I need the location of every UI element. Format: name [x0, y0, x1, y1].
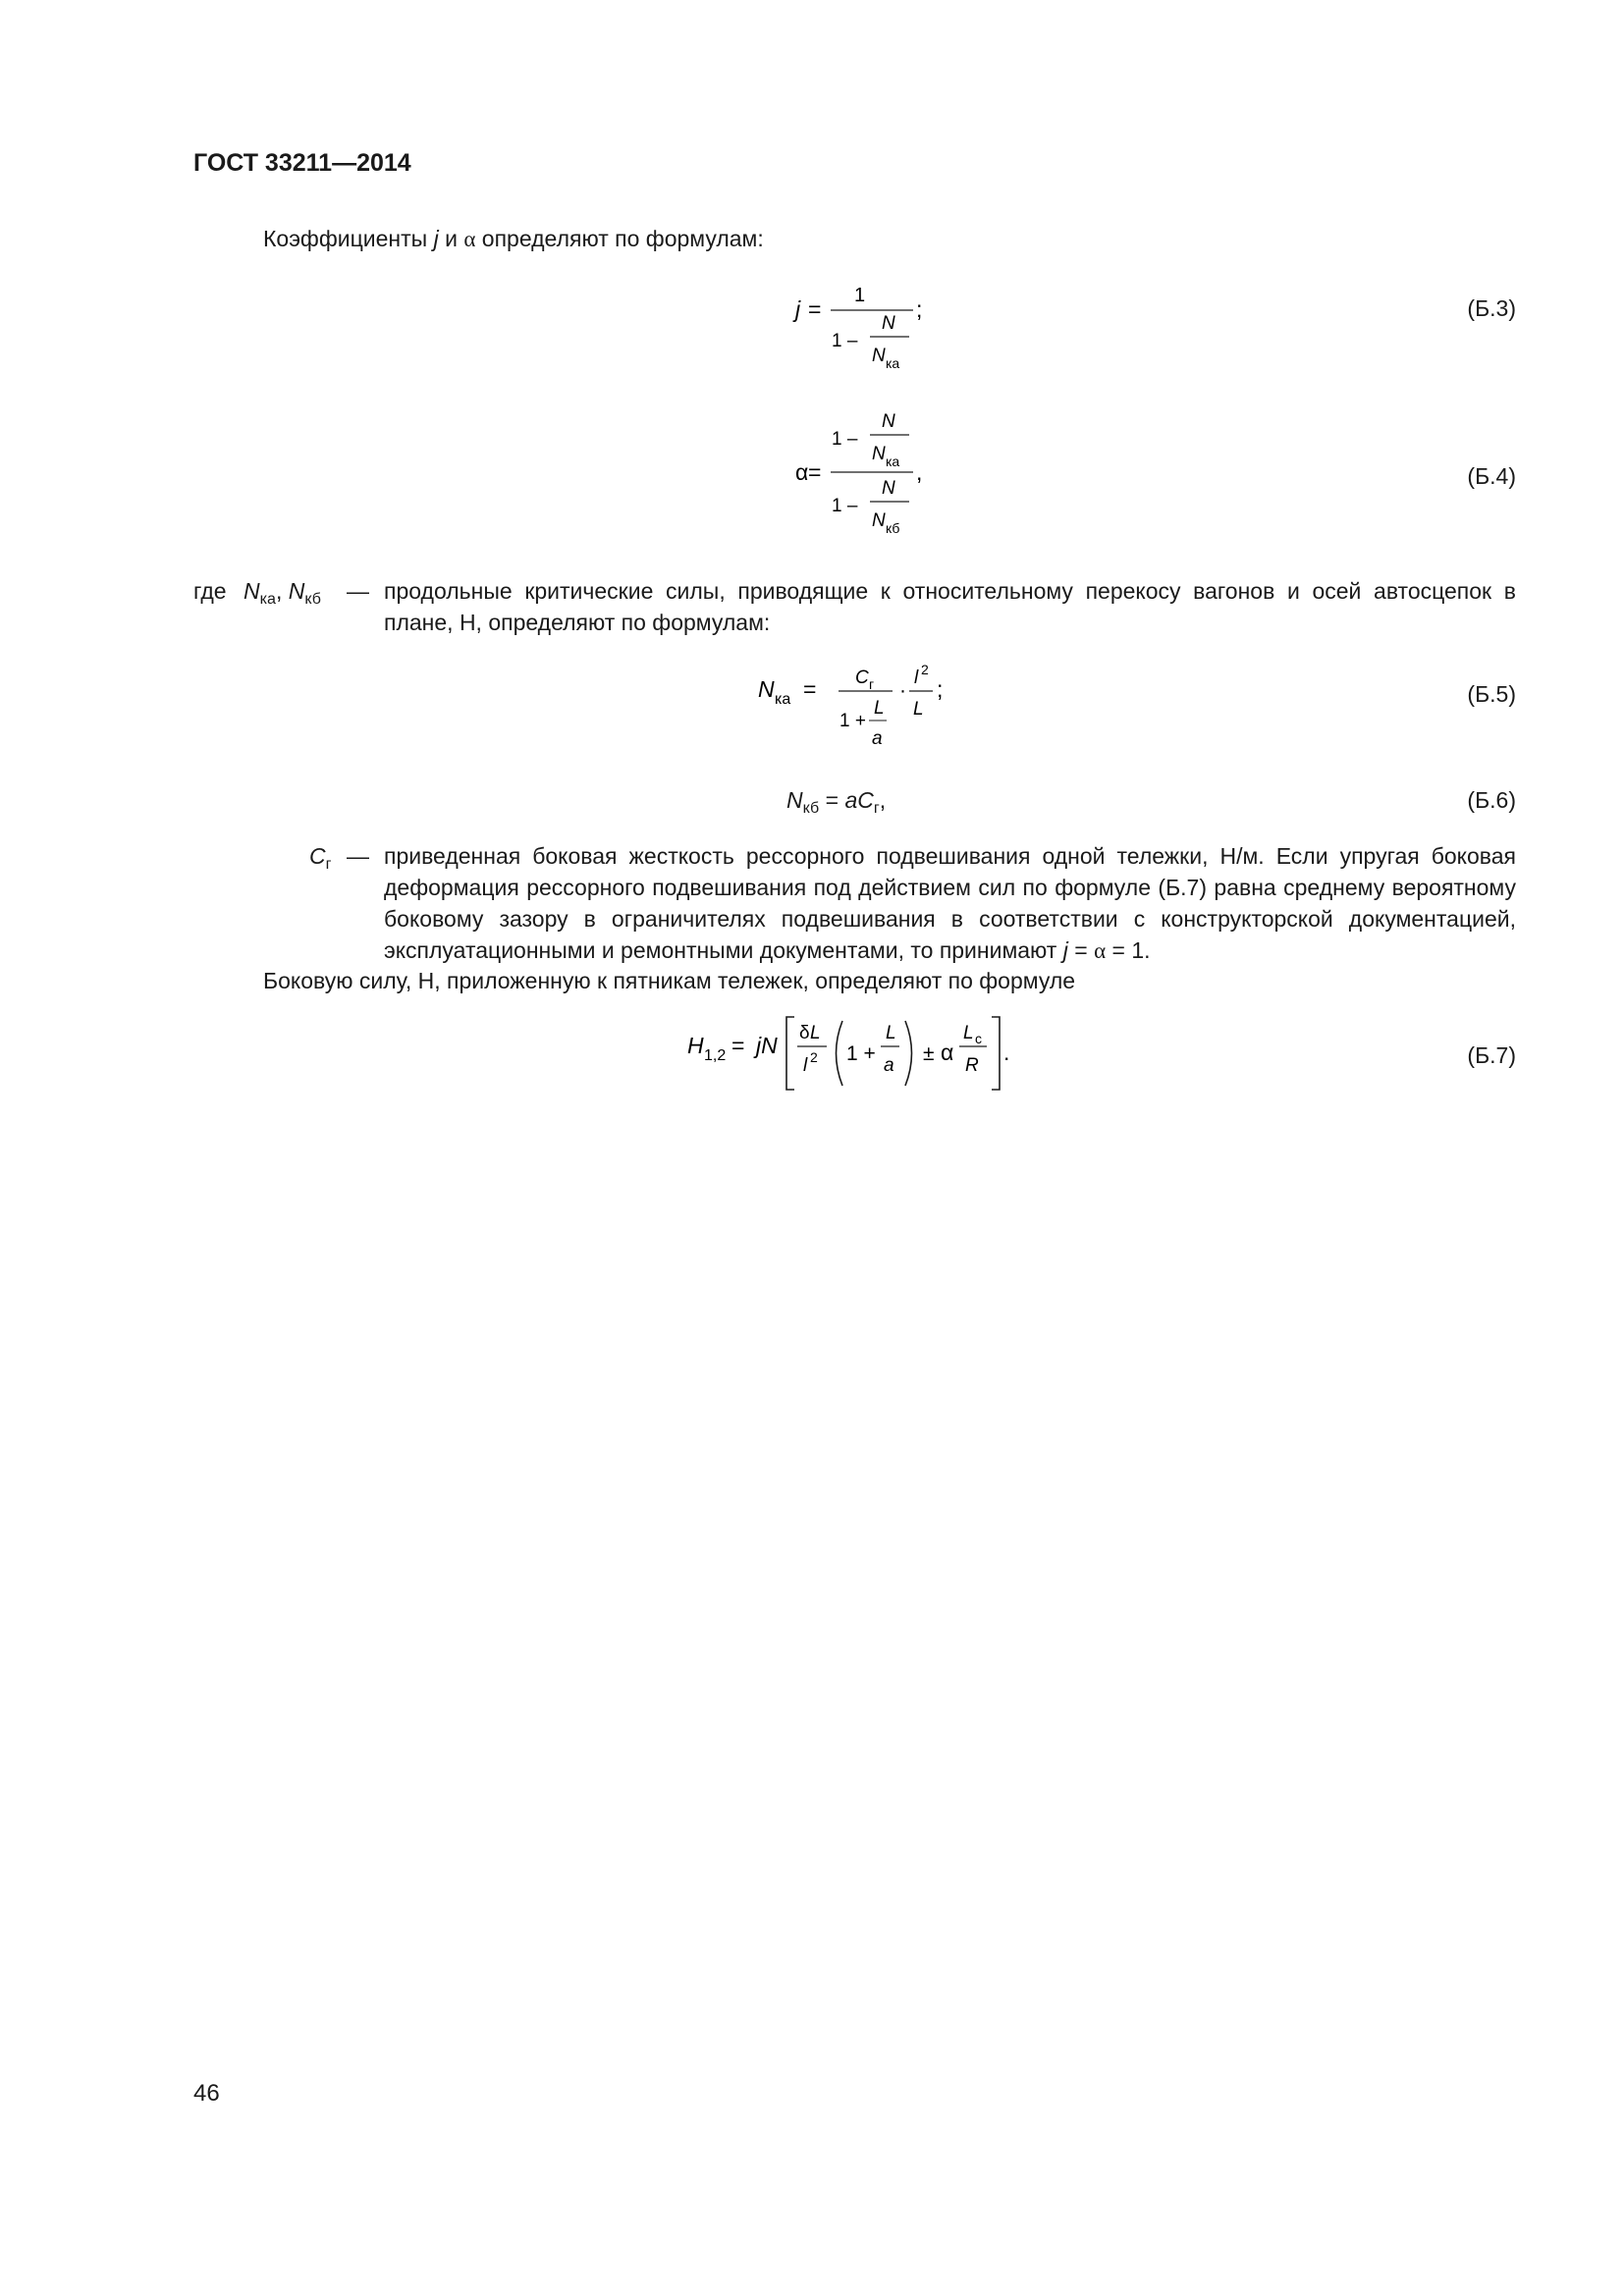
svg-text:N: N — [872, 444, 886, 464]
intro-prefix: Коэффициенты — [263, 226, 434, 251]
svg-text:=: = — [803, 676, 817, 702]
svg-text:кб: кб — [886, 520, 900, 536]
svg-text:1 –: 1 – — [832, 331, 858, 351]
svg-text:j: j — [795, 296, 801, 322]
svg-text:·: · — [899, 679, 906, 702]
svg-text:L: L — [810, 1023, 821, 1043]
svg-text:2: 2 — [810, 1049, 818, 1065]
cg-definition: приведенная боковая жесткость рессорного подвешивания одной тележки, Н/м. Если упругая боковая деформация рессорного подвешивания под действием сил по формуле (Б.7) равна среднему вероятному боковому зазору в ограничителях подвешивания в соответствии с конструкторской документацией, эксплуатационными и ремонтными документами, то принимают j = α = 1. — [384, 843, 1516, 963]
svg-text:2: 2 — [921, 662, 929, 677]
svg-text:1,2: 1,2 — [704, 1047, 727, 1064]
svg-text:a: a — [884, 1055, 894, 1076]
svg-text:,: , — [916, 459, 923, 485]
page-number: 46 — [193, 2080, 220, 2107]
svg-text:L: L — [874, 698, 885, 719]
equation-number-b4: (Б.4) — [1467, 463, 1516, 489]
svg-text:1 –: 1 – — [832, 496, 858, 516]
intro-line — [263, 226, 764, 252]
equation-number-b3: (Б.3) — [1467, 295, 1516, 321]
equation-number-b5: (Б.5) — [1467, 681, 1516, 707]
svg-text:N: N — [882, 478, 895, 499]
equation-number-b7: (Б.7) — [1467, 1042, 1516, 1068]
svg-text:1 –: 1 – — [832, 429, 858, 450]
svg-text:L: L — [913, 699, 924, 720]
document-id: ГОСТ 33211—2014 — [193, 149, 411, 177]
svg-text:l: l — [803, 1055, 808, 1076]
lateral-force-text: Боковую силу, Н, приложенную к пятникам тележек, определяют по формуле — [263, 968, 1076, 993]
svg-text:α: α — [941, 1040, 954, 1065]
svg-text:N: N — [882, 313, 895, 334]
equation-number-b6: (Б.6) — [1467, 787, 1516, 813]
svg-text:L: L — [886, 1023, 896, 1043]
svg-text:N: N — [758, 676, 775, 702]
svg-text:C: C — [855, 667, 869, 688]
intro-var-j: j — [433, 226, 439, 251]
svg-text:1 +: 1 + — [839, 711, 866, 731]
svg-text:jN: jN — [756, 1033, 778, 1058]
svg-text:=: = — [808, 459, 822, 485]
cg-definition-main: приведенная боковая жесткость рессорного подвешивания одной тележки, Н/м. Если упругая боковая деформация рессорного подвешивания под действием сил по формуле (Б.7) равна среднему вероятному боковому зазору в ограничителях подвешивания в соответствии с конструкторской документацией, эксплуатационными и ремонтными документами, то принимают — [384, 843, 1516, 963]
svg-text:;: ; — [916, 296, 923, 322]
svg-text:;: ; — [937, 676, 944, 702]
cg-dash: — — [347, 843, 369, 869]
svg-text:δ: δ — [799, 1023, 810, 1043]
svg-text:L: L — [963, 1023, 974, 1043]
where-word: где — [193, 578, 227, 604]
svg-text:=: = — [731, 1033, 745, 1058]
svg-text:г: г — [869, 676, 875, 692]
svg-text:R: R — [965, 1055, 979, 1076]
svg-text:ка: ка — [775, 691, 791, 708]
svg-text:ка: ка — [886, 454, 900, 469]
cg-symbol: $C_г$ — [309, 843, 332, 874]
svg-text:N: N — [872, 510, 886, 531]
where-lead — [193, 578, 227, 605]
formula-b4 — [776, 405, 952, 553]
formula-b5 — [756, 658, 972, 766]
intro-suffix: определяют по формулам: — [475, 226, 764, 251]
svg-text:±: ± — [923, 1042, 935, 1065]
svg-text:c: c — [975, 1031, 982, 1046]
svg-text:α: α — [795, 459, 809, 485]
formula-b3 — [776, 275, 952, 383]
svg-text:1 +: 1 + — [846, 1042, 876, 1065]
svg-text:N: N — [872, 346, 886, 366]
svg-text:a: a — [872, 728, 883, 749]
formula-b6: $N_{кб} = aC_г$, — [786, 787, 887, 818]
svg-text:=: = — [808, 296, 822, 322]
where-definition: продольные критические силы, приводящие к относительному перекосу вагонов и осей автосцепок в плане, Н, определяют по формулам: — [384, 578, 1516, 635]
svg-text:N: N — [882, 411, 895, 432]
where-symbols: $N_{ка}$, $N_{кб}$ — [244, 578, 322, 609]
intro-var-alpha: α — [463, 227, 476, 251]
where-dash: — — [347, 578, 369, 604]
svg-text:ка: ка — [886, 355, 900, 371]
svg-text:.: . — [1003, 1040, 1010, 1065]
svg-text:l: l — [914, 667, 919, 688]
formula-b7 — [687, 1003, 1021, 1101]
intro-mid: и — [438, 226, 464, 251]
svg-text:H: H — [687, 1033, 704, 1058]
svg-text:1: 1 — [854, 285, 866, 306]
